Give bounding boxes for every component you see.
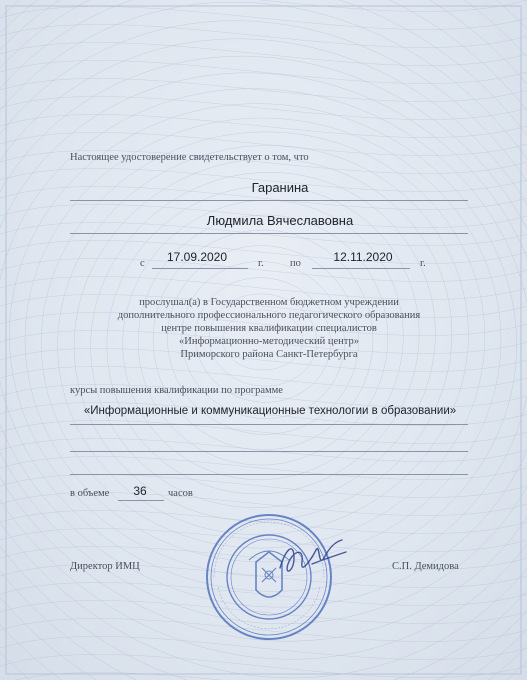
hours-line bbox=[118, 500, 164, 501]
date-start-line bbox=[152, 268, 248, 269]
from-label: с bbox=[140, 258, 145, 269]
date-end: 12.11.2020 bbox=[333, 250, 393, 264]
hours-label: часов bbox=[168, 488, 193, 499]
given-names-line bbox=[70, 233, 468, 234]
recipient-surname: Гаранина bbox=[251, 180, 309, 195]
program-line-3 bbox=[70, 474, 468, 475]
director-signature bbox=[272, 528, 352, 588]
date-start: 17.09.2020 bbox=[166, 250, 228, 264]
program-line-2 bbox=[70, 451, 468, 452]
to-label: по bbox=[290, 258, 301, 269]
intro-text: Настоящее удостоверение свидетельствует о том, что bbox=[70, 152, 309, 163]
institution-line-4: «Информационно-методический центр» bbox=[179, 336, 359, 347]
program-intro: курсы повышения квалификации по программе bbox=[70, 385, 283, 396]
surname-line bbox=[70, 200, 468, 201]
volume-label: в объеме bbox=[70, 488, 110, 499]
director-title: Директор ИМЦ bbox=[70, 561, 140, 572]
program-title: «Информационные и коммуникационные технологии в образовании» bbox=[83, 405, 457, 417]
director-name: С.П. Демидова bbox=[392, 561, 459, 572]
institution-line-5: Приморского района Санкт-Петербурга bbox=[180, 349, 358, 360]
institution-line-2: дополнительного профессионального педагогического образования bbox=[117, 310, 421, 321]
hours-value: 36 bbox=[133, 484, 147, 498]
program-line-1 bbox=[70, 424, 468, 425]
date-end-line bbox=[312, 268, 410, 269]
year-abbr-2: г. bbox=[420, 258, 426, 269]
institution-line-3: центре повышения квалификации специалистов bbox=[161, 323, 377, 334]
recipient-given-names: Людмила Вячеславовна bbox=[206, 213, 354, 228]
institution-line-1: прослушал(а) в Государственном бюджетном учреждении bbox=[139, 297, 399, 308]
year-abbr-1: г. bbox=[258, 258, 264, 269]
